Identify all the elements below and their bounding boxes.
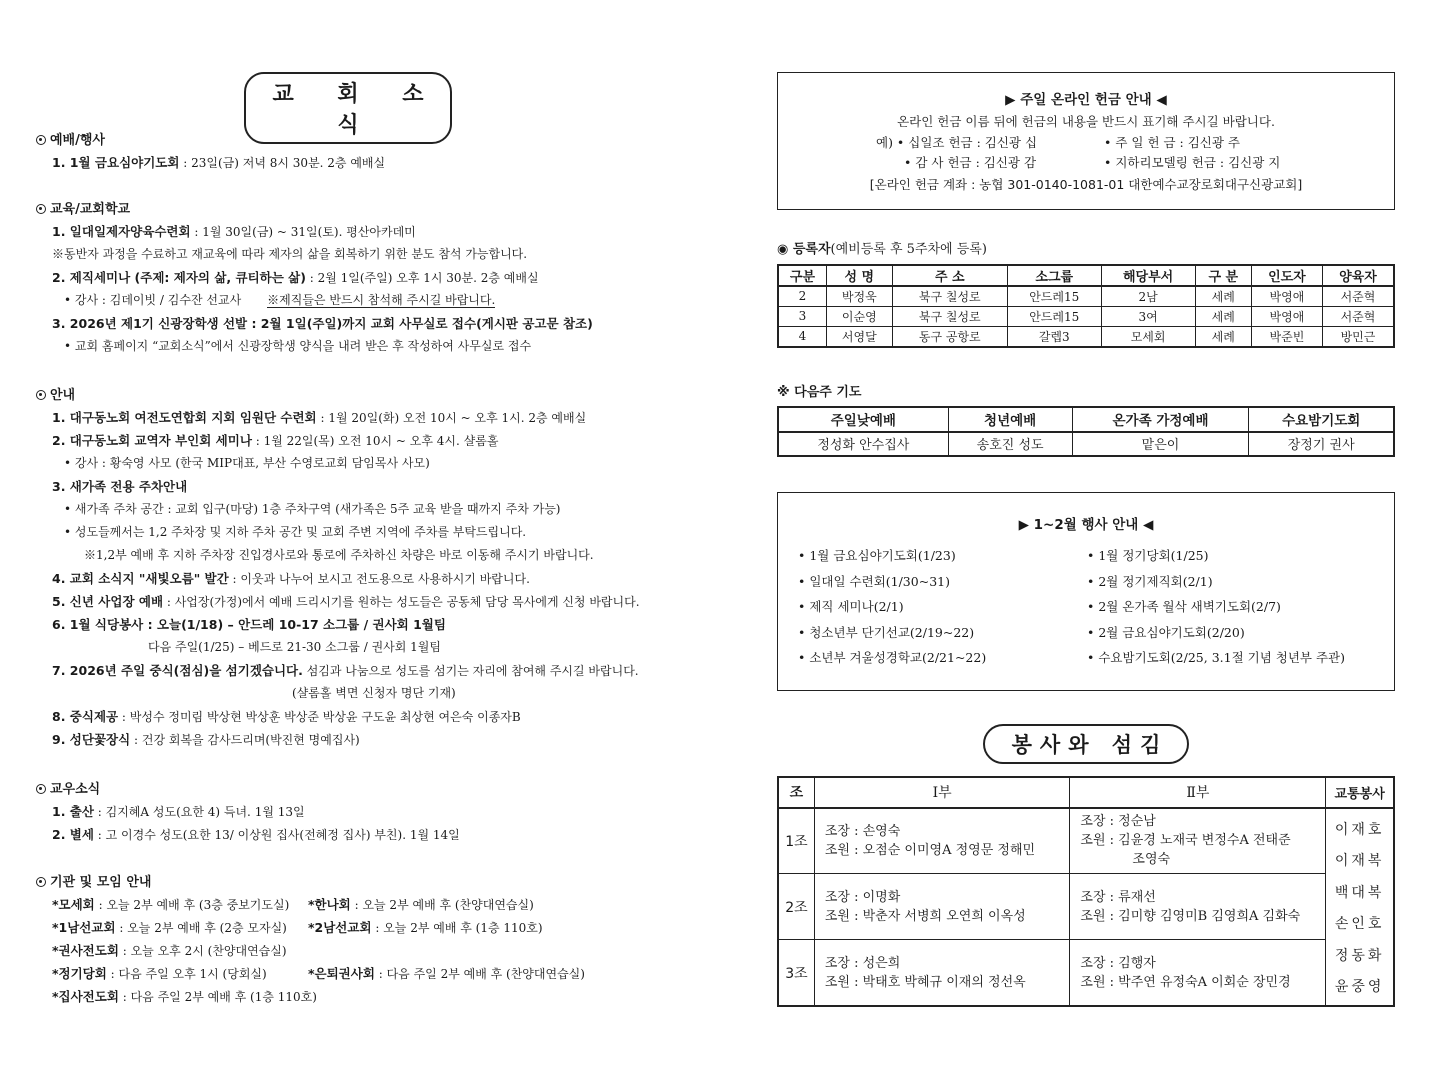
service-row	[779, 808, 1394, 874]
registrants-col-header: 인도자	[1251, 266, 1322, 287]
table-cell: 방민근	[1322, 326, 1393, 346]
table-cell: 세례	[1195, 326, 1251, 346]
prayer-col-header: 주일낮예배	[779, 408, 949, 432]
offering-examples-row	[778, 153, 1394, 173]
registrants-table-wrap	[777, 264, 1395, 348]
online-offering-box	[777, 72, 1395, 210]
circle-bullet-icon	[36, 204, 46, 214]
table-cell: 박영애	[1251, 306, 1322, 326]
table-cell: 2남	[1101, 286, 1195, 306]
org-item: *정기당회 : 다음 주일 오후 1시 (당회실)	[52, 966, 267, 981]
group-members: 조원 : 박주연 유정숙A 이회순 장민경	[1080, 974, 1291, 990]
table-cell: 박준빈	[1251, 326, 1322, 346]
table-row	[779, 326, 1394, 346]
service-part2-cell	[1070, 808, 1326, 874]
news-line: (샬롬홀 벽면 신청자 명단 기재)	[292, 686, 456, 700]
org-item: *한나회 : 오늘 2부 예배 후 (찬양대연습실)	[308, 897, 534, 912]
group-leader: 조장 : 성은희	[824, 955, 901, 971]
table-cell: 갈렙3	[1007, 326, 1101, 346]
table-row	[779, 306, 1394, 326]
news-line: • 교회 홈페이지 “교회소식”에서 신광장학생 양식을 내려 받은 후 작성하여 사무실로 접수	[64, 339, 532, 353]
news-line: 9. 성단꽃장식 : 건강 회복을 감사드리며(박진현 명예집사)	[52, 732, 360, 747]
news-line: 2. 제직세미나 (주제: 제자의 삶, 큐티하는 삶) : 2월 1일(주일) 오후 1시 30분. 2층 예배실	[52, 270, 539, 285]
registrants-col-header: 소그룹	[1007, 266, 1101, 287]
group-leader: 조장 : 정순남	[1080, 814, 1156, 830]
service-col-part2: Ⅱ부	[1070, 778, 1326, 808]
event-item: • 제직 세미나(2/1)	[798, 599, 904, 614]
event-item: • 수요밤기도회(2/25, 3.1절 기념 청년부 주관)	[1087, 650, 1345, 665]
traffic-volunteer: 손인호	[1334, 916, 1385, 932]
news-line: 2. 대구동노회 교역자 부인회 세미나 : 1월 22일(목) 오전 10시 ~ 오후 4시. 샬롬홀	[52, 433, 499, 448]
table-cell: 북구 칠성로	[892, 286, 1007, 306]
prayer-col-header: 온가족 가정예배	[1072, 408, 1249, 432]
service-group-label: 1조	[779, 808, 815, 874]
orgs-row	[36, 962, 716, 985]
notice-section	[36, 386, 716, 751]
registrants-col-header: 성 명	[826, 266, 892, 287]
table-cell: 박영애	[1251, 286, 1322, 306]
news-line: 2. 별세 : 고 이경수 성도(요한 13/ 이상원 집사(전혜정 집사) 부친). 1월 14일	[52, 827, 460, 842]
table-row	[779, 286, 1394, 306]
offering-example: • 지하리모델링 헌금 : 김신광 지	[1104, 155, 1281, 170]
traffic-volunteer: 백대복	[1334, 884, 1385, 901]
events-title: ▶ 1~2월 행사 안내 ◀	[1018, 517, 1154, 533]
service-row	[779, 940, 1394, 1006]
group-members: 조원 : 오점순 이미영A 정영문 정해민	[824, 842, 1036, 858]
news-line: • 성도들께서는 1,2 주차장 및 지하 주차 공간 및 교회 주변 지역에 주차를 부탁드립니다.	[64, 525, 527, 539]
service-table	[778, 777, 1394, 1006]
registrants-heading: ◉ 등록자(예비등록 후 5주차에 등록)	[777, 242, 987, 257]
news-line: 1. 대구동노회 여전도연합회 지회 임원단 수련회 : 1월 20일(화) 오전 10시 ~ 오후 1시. 2층 예배실	[52, 410, 587, 425]
group-members: 조원 : 박태호 박혜규 이재의 정선옥	[824, 974, 1026, 990]
table-cell: 동구 공항로	[892, 326, 1007, 346]
news-line: 1. 출산 : 김지혜A 성도(요한 4) 득녀. 1월 13일	[52, 804, 305, 819]
orgs-row	[36, 893, 716, 916]
service-part2-cell	[1070, 874, 1326, 940]
offering-example: • 주 일 헌 금 : 김신광 주	[1104, 135, 1240, 150]
education-section	[36, 200, 716, 358]
service-part1-cell	[814, 874, 1070, 940]
traffic-volunteer: 이재복	[1334, 853, 1385, 869]
offering-account: [온라인 헌금 계좌 : 농협 301-0140-1081-01 대한예수교장로회대구신광교회]	[869, 177, 1303, 192]
service-part1-cell	[814, 808, 1070, 874]
service-part1-cell	[814, 940, 1070, 1006]
events-box	[777, 492, 1395, 691]
prayer-table-wrap	[777, 406, 1395, 457]
prayer-heading: ※ 다음주 기도	[777, 385, 862, 400]
prayer-col-header: 수요밤기도회	[1249, 408, 1394, 432]
service-col-traffic: 교통봉사	[1326, 778, 1394, 808]
service-group-label: 3조	[779, 940, 815, 1006]
circle-bullet-icon	[36, 135, 46, 145]
event-item: • 청소년부 단기선교(2/19~22)	[798, 624, 975, 640]
table-cell: 이순영	[826, 306, 892, 326]
org-item: *권사전도회 : 오늘 오후 2시 (찬양대연습실)	[52, 943, 287, 958]
news-line: 3. 2026년 제1기 신광장학생 선발 : 2월 1일(주일)까지 교회 사무실로 접수(게시판 공고문 참조)	[52, 316, 593, 331]
prayer-cell: 맡은이	[1072, 432, 1249, 456]
group-members: 조영숙	[1132, 852, 1171, 868]
news-line: • 강사 : 황숙영 사모 (한국 MIP대표, 부산 수영로교회 담임목사 사모)	[64, 456, 430, 470]
table-cell: 안드레15	[1007, 286, 1101, 306]
event-item: • 1월 금요심야기도회(1/23)	[798, 548, 956, 563]
traffic-volunteer: 정동화	[1334, 947, 1385, 964]
event-item: • 2월 정기제직회(2/1)	[1087, 573, 1213, 589]
registrants-col-header: 구 분	[1195, 266, 1251, 287]
news-line: 다음 주일(1/25) – 베드로 21-30 소그룹 / 권사회 1월팀	[148, 640, 441, 654]
prayer-cell: 장정기 권사	[1249, 432, 1394, 456]
news-line: 3. 새가족 전용 주차안내	[52, 479, 188, 494]
offering-example: • 감 사 헌금 : 김신광 감	[904, 155, 1037, 170]
event-item: • 2월 금요심야기도회(2/20)	[1087, 624, 1245, 640]
registrants-col-header: 주 소	[892, 266, 1007, 287]
registrants-col-header: 양육자	[1322, 266, 1393, 287]
prayer-table	[778, 407, 1394, 456]
news-line: • 강사 : 김데이빗 / 김수잔 선교사 ※제직들은 반드시 참석해 주시길 바랍니다.	[64, 293, 496, 307]
education-heading: 교육/교회학교	[36, 200, 716, 220]
news-line: 5. 신년 사업장 예배 : 사업장(가정)에서 예배 드리시기를 원하는 성도들은 공동체 담당 목사에게 신청 바랍니다.	[52, 594, 640, 609]
prayer-cell: 정성화 안수집사	[779, 432, 949, 456]
registrants-col-header: 해당부서	[1101, 266, 1195, 287]
service-col-part1: Ⅰ부	[814, 778, 1070, 808]
group-members: 조원 : 김미향 김영미B 김영희A 김화숙	[1080, 908, 1301, 924]
offering-example: 예) • 십일조 헌금 : 김신광 십	[876, 135, 1038, 150]
service-part2-cell	[1070, 940, 1326, 1006]
table-cell: 3	[779, 306, 827, 326]
service-row	[779, 874, 1394, 940]
church-news-title: 교 회 소 식	[244, 72, 452, 144]
table-cell: 모세회	[1101, 326, 1195, 346]
news-line: 1. 1월 금요심야기도회 : 23일(금) 저녁 8시 30분. 2층 예배실	[52, 155, 386, 170]
circle-bullet-icon	[36, 390, 46, 400]
orgs-section	[36, 873, 716, 1008]
org-item: *1남선교회 : 오늘 2부 예배 후 (2층 모자실)	[52, 920, 287, 935]
news-line: ※동반자 과정을 수료하고 재교육에 따라 제자의 삶을 회복하기 위한 분도 참석 가능합니다.	[52, 247, 528, 261]
traffic-volunteer: 이재호	[1334, 821, 1385, 838]
orgs-row	[36, 916, 716, 939]
service-title: 봉사와 섬김	[983, 724, 1189, 764]
table-cell: 3여	[1101, 306, 1195, 326]
offering-examples-row	[778, 133, 1394, 153]
events-list	[778, 543, 1394, 671]
group-leader: 조장 : 류재선	[1080, 889, 1156, 905]
service-col-group: 조	[779, 778, 815, 808]
circle-bullet-icon	[36, 784, 46, 794]
online-offering-title: ▶ 주일 온라인 헌금 안내 ◀	[1005, 92, 1167, 108]
table-cell: 2	[779, 286, 827, 306]
news-line: 7. 2026년 주일 중식(점심)을 섬기겠습니다. 섬김과 나눔으로 성도를 섬기는 자리에 참여해 주시길 바랍니다.	[52, 663, 639, 678]
group-members: 조원 : 박춘자 서병희 오연희 이옥성	[824, 908, 1026, 924]
circle-bullet-icon	[36, 877, 46, 887]
group-leader: 조장 : 김행자	[1080, 955, 1156, 971]
prayer-col-header: 청년예배	[948, 408, 1072, 432]
news-line: 8. 중식제공 : 박성수 정미림 박상현 박상훈 박상준 박상윤 구도윤 최상현 여은숙 이종자B	[52, 709, 521, 724]
table-cell: 서준혁	[1322, 306, 1393, 326]
online-offering-desc: 온라인 헌금 이름 뒤에 헌금의 내용을 반드시 표기해 주시길 바랍니다.	[897, 114, 1275, 129]
table-cell: 세례	[1195, 286, 1251, 306]
news-line: 6. 1월 식당봉사 : 오늘(1/18) – 안드레 10-17 소그룹 / 권사회 1월팀	[52, 617, 446, 632]
orgs-heading: 기관 및 모임 안내	[36, 873, 716, 893]
traffic-volunteer: 윤중영	[1334, 979, 1385, 995]
service-table-wrap	[777, 776, 1395, 1007]
table-cell: 서영달	[826, 326, 892, 346]
traffic-cell	[1326, 808, 1394, 1006]
event-item: • 2월 온가족 월삭 새벽기도회(2/7)	[1087, 599, 1281, 614]
table-cell: 북구 칠성로	[892, 306, 1007, 326]
members-section	[36, 780, 716, 846]
event-item: • 1월 정기당회(1/25)	[1087, 548, 1209, 563]
members-heading: 교우소식	[36, 780, 716, 800]
org-item: *모세회 : 오늘 2부 예배 후 (3층 중보기도실)	[52, 897, 290, 912]
registrants-col-header: 구분	[779, 266, 827, 287]
org-item: *2남선교회 : 오늘 2부 예배 후 (1층 110호)	[308, 920, 543, 935]
news-line: • 새가족 주차 공간 : 교회 입구(마당) 1층 주차구역 (새가족은 5주 교육 받을 때까지 주차 가능)	[64, 502, 561, 516]
org-item: *집사전도회 : 다음 주일 2부 예배 후 (1층 110호)	[52, 989, 317, 1004]
event-item: • 소년부 겨울성경학교(2/21~22)	[798, 650, 987, 665]
news-line: 4. 교회 소식지 "새빛오름" 발간 : 이웃과 나누어 보시고 전도용으로 사용하시기 바랍니다.	[52, 571, 530, 586]
group-leader: 조장 : 손영숙	[824, 823, 901, 839]
table-cell: 4	[779, 326, 827, 346]
news-line: 1. 일대일제자양육수련회 : 1월 30일(금) ~ 31일(토). 평산아카데미	[52, 224, 416, 239]
group-leader: 조장 : 이명화	[824, 889, 901, 905]
worship-heading: 예배/행사	[36, 131, 716, 151]
org-item: *은퇴권사회 : 다음 주일 2부 예배 후 (찬양대연습실)	[308, 966, 585, 981]
group-members: 조원 : 김윤경 노재국 변정수A 전태준	[1080, 833, 1291, 849]
service-group-label: 2조	[779, 874, 815, 940]
table-cell: 세례	[1195, 306, 1251, 326]
news-line: ※1,2부 예배 후 지하 주차장 진입경사로와 통로에 주차하신 차량은 바로 이동해 주시기 바랍니다.	[84, 548, 594, 562]
traffic-list	[1326, 815, 1393, 1004]
worship-section	[36, 131, 716, 174]
table-cell: 서준혁	[1322, 286, 1393, 306]
table-cell: 박정욱	[826, 286, 892, 306]
prayer-cell: 송호진 성도	[948, 432, 1072, 456]
notice-heading: 안내	[36, 386, 716, 406]
registrants-table	[778, 265, 1394, 347]
event-item: • 일대일 수련회(1/30~31)	[798, 573, 950, 589]
table-cell: 안드레15	[1007, 306, 1101, 326]
